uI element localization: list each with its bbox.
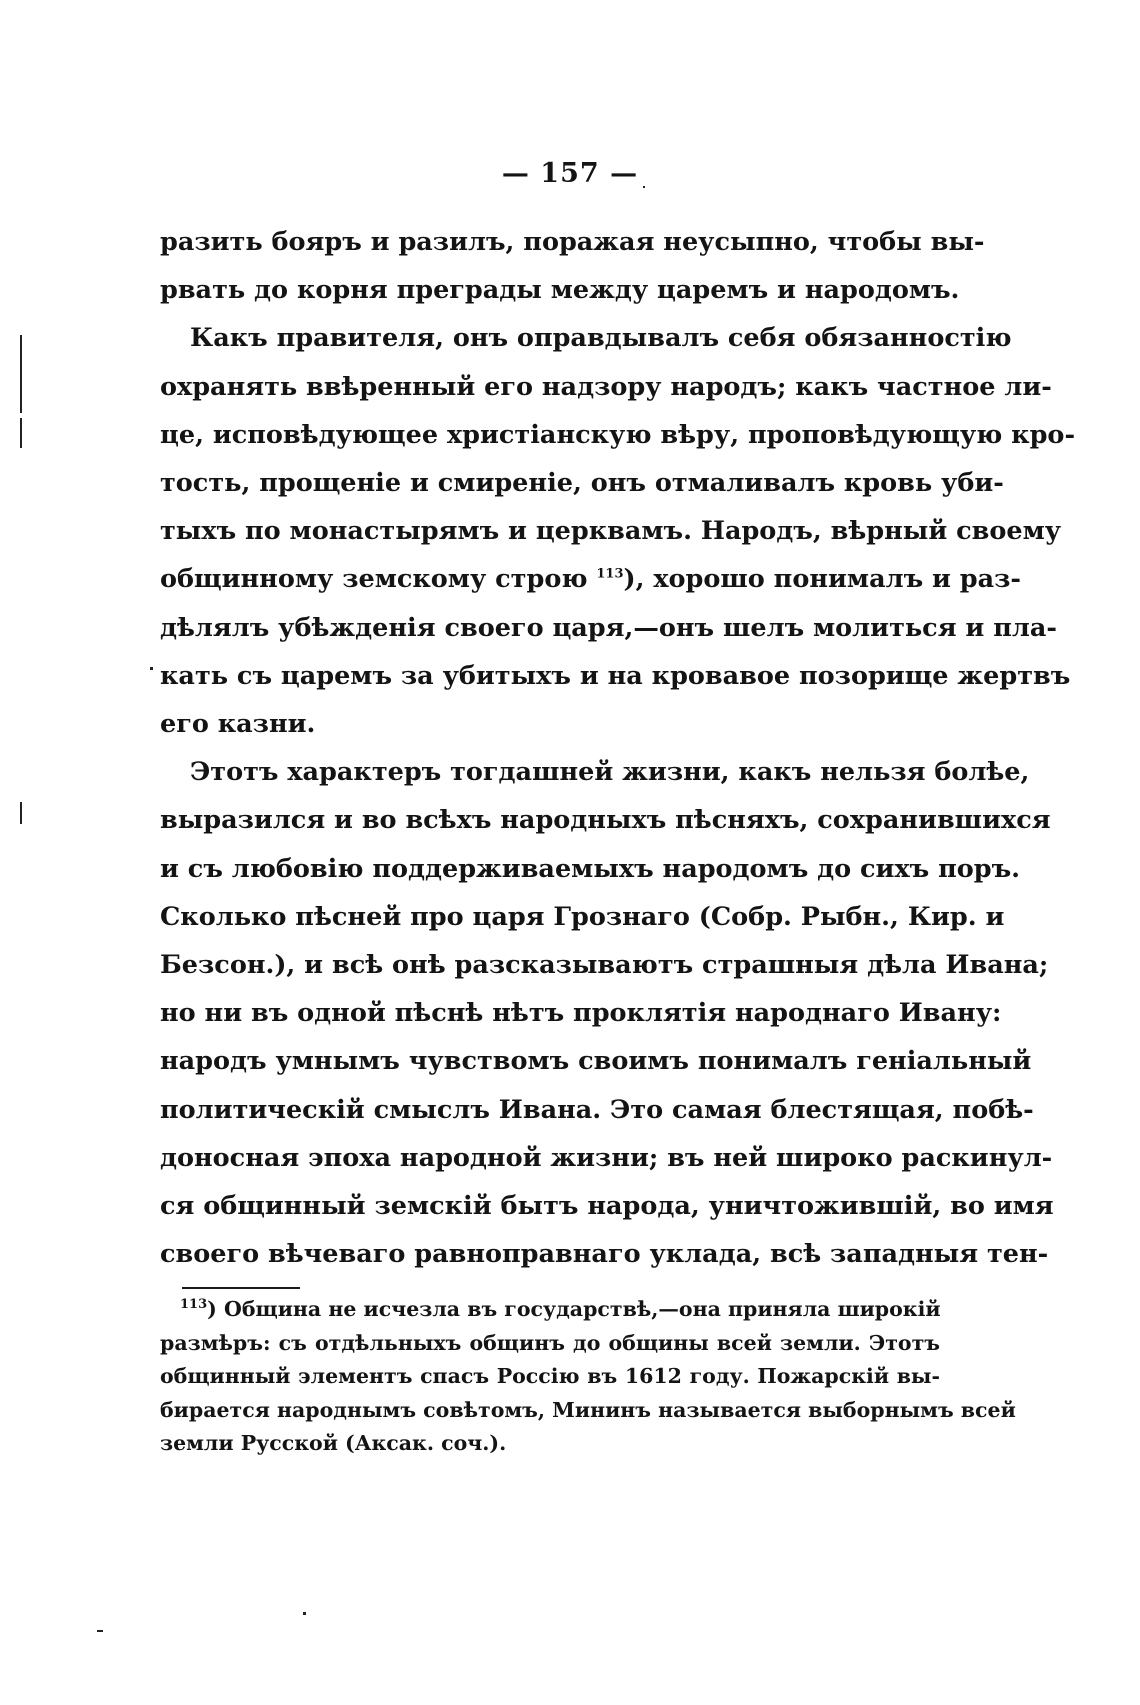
text-line: Безсон.), и всѣ онѣ разсказываютъ страшныя дѣла Ивана; <box>160 950 1049 981</box>
text-line: но ни въ одной пѣснѣ нѣтъ проклятія народнаго Ивану: <box>160 998 1002 1029</box>
text-line: охранять ввѣренный его надзору народъ; какъ частное ли- <box>160 371 1052 402</box>
scan-mark <box>20 418 22 448</box>
text-line: Этотъ характеръ тогдашней жизни, какъ нельзя болѣе, <box>190 757 1030 788</box>
text-line: тость, прощеніе и смиреніе, онъ отмаливалъ кровь уби- <box>160 468 1004 499</box>
footnote-marker: 113 <box>180 1297 208 1313</box>
footnote <box>160 1293 1016 1461</box>
text-line: народъ умнымъ чувствомъ своимъ понималъ геніальный <box>160 1046 1032 1077</box>
scan-mark <box>97 1630 103 1632</box>
text-line-with-footnote-ref <box>160 555 1022 603</box>
text-line: Какъ правителя, онъ оправдывалъ себя обязанностію <box>190 323 1012 354</box>
footnote-reference: 113 <box>596 566 624 582</box>
scan-mark <box>20 335 22 413</box>
scan-mark <box>20 802 22 824</box>
footnote-divider <box>182 1287 300 1289</box>
footnote-line: размѣръ: съ отдѣльныхъ общинъ до общины всей земли. Этотъ <box>160 1330 940 1355</box>
text-fragment: ), хорошо понималъ и раз- <box>623 564 1022 595</box>
text-fragment: общинному земскому строю <box>160 564 588 595</box>
footnote-line: бирается народнымъ совѣтомъ, Мининъ называется выборнымъ всей <box>160 1397 1016 1422</box>
text-line: Сколько пѣсней про царя Грознаго (Собр. Рыбн., Кир. и <box>160 901 1005 932</box>
footnote-line: общинный элементъ спасъ Россію въ 1612 году. Пожарскій вы- <box>160 1364 940 1388</box>
text-line: выразился и во всѣхъ народныхъ пѣсняхъ, сохранившихся <box>160 805 1051 836</box>
text-line: и съ любовію поддерживаемыхъ народомъ до сихъ поръ. <box>160 853 1021 884</box>
text-line: политическій смыслъ Ивана. Это самая блестящая, побѣ- <box>160 1094 1034 1125</box>
scan-mark <box>643 186 645 188</box>
text-line: дѣлялъ убѣжденія своего царя,—онъ шелъ молиться и пла- <box>160 612 1057 643</box>
text-line: ся общинный земскій бытъ народа, уничтожившій, во имя <box>160 1191 1054 1222</box>
page-number: — 157 — <box>501 158 639 189</box>
footnote-line <box>160 1293 940 1327</box>
text-line: кать съ царемъ за убитыхъ и на кровавое позорище жертвъ <box>160 660 1071 691</box>
text-line: своего вѣчеваго равноправнаго уклада, всѣ западныя тен- <box>160 1239 1049 1270</box>
text-line: его казни. <box>160 709 316 740</box>
scan-mark <box>150 667 153 670</box>
footnote-line: земли Русской (Аксак. соч.). <box>160 1431 507 1455</box>
text-line: тыхъ по монастырямъ и церквамъ. Народъ, вѣрный своему <box>160 516 1062 547</box>
text-line: разить бояръ и разилъ, поражая неусыпно, чтобы вы- <box>160 227 985 257</box>
body-text <box>160 218 1076 1278</box>
scan-mark <box>303 1612 306 1615</box>
text-line: рвать до корня преграды между царемъ и народомъ. <box>160 275 960 306</box>
text-line: це, исповѣдующее христіанскую вѣру, проповѣдующую кро- <box>160 419 1076 450</box>
text-line: доносная эпоха народной жизни; въ ней широко раскинул- <box>160 1142 1053 1173</box>
text-fragment: ) Община не исчезла въ государствѣ,—она приняла широкій <box>207 1297 941 1321</box>
